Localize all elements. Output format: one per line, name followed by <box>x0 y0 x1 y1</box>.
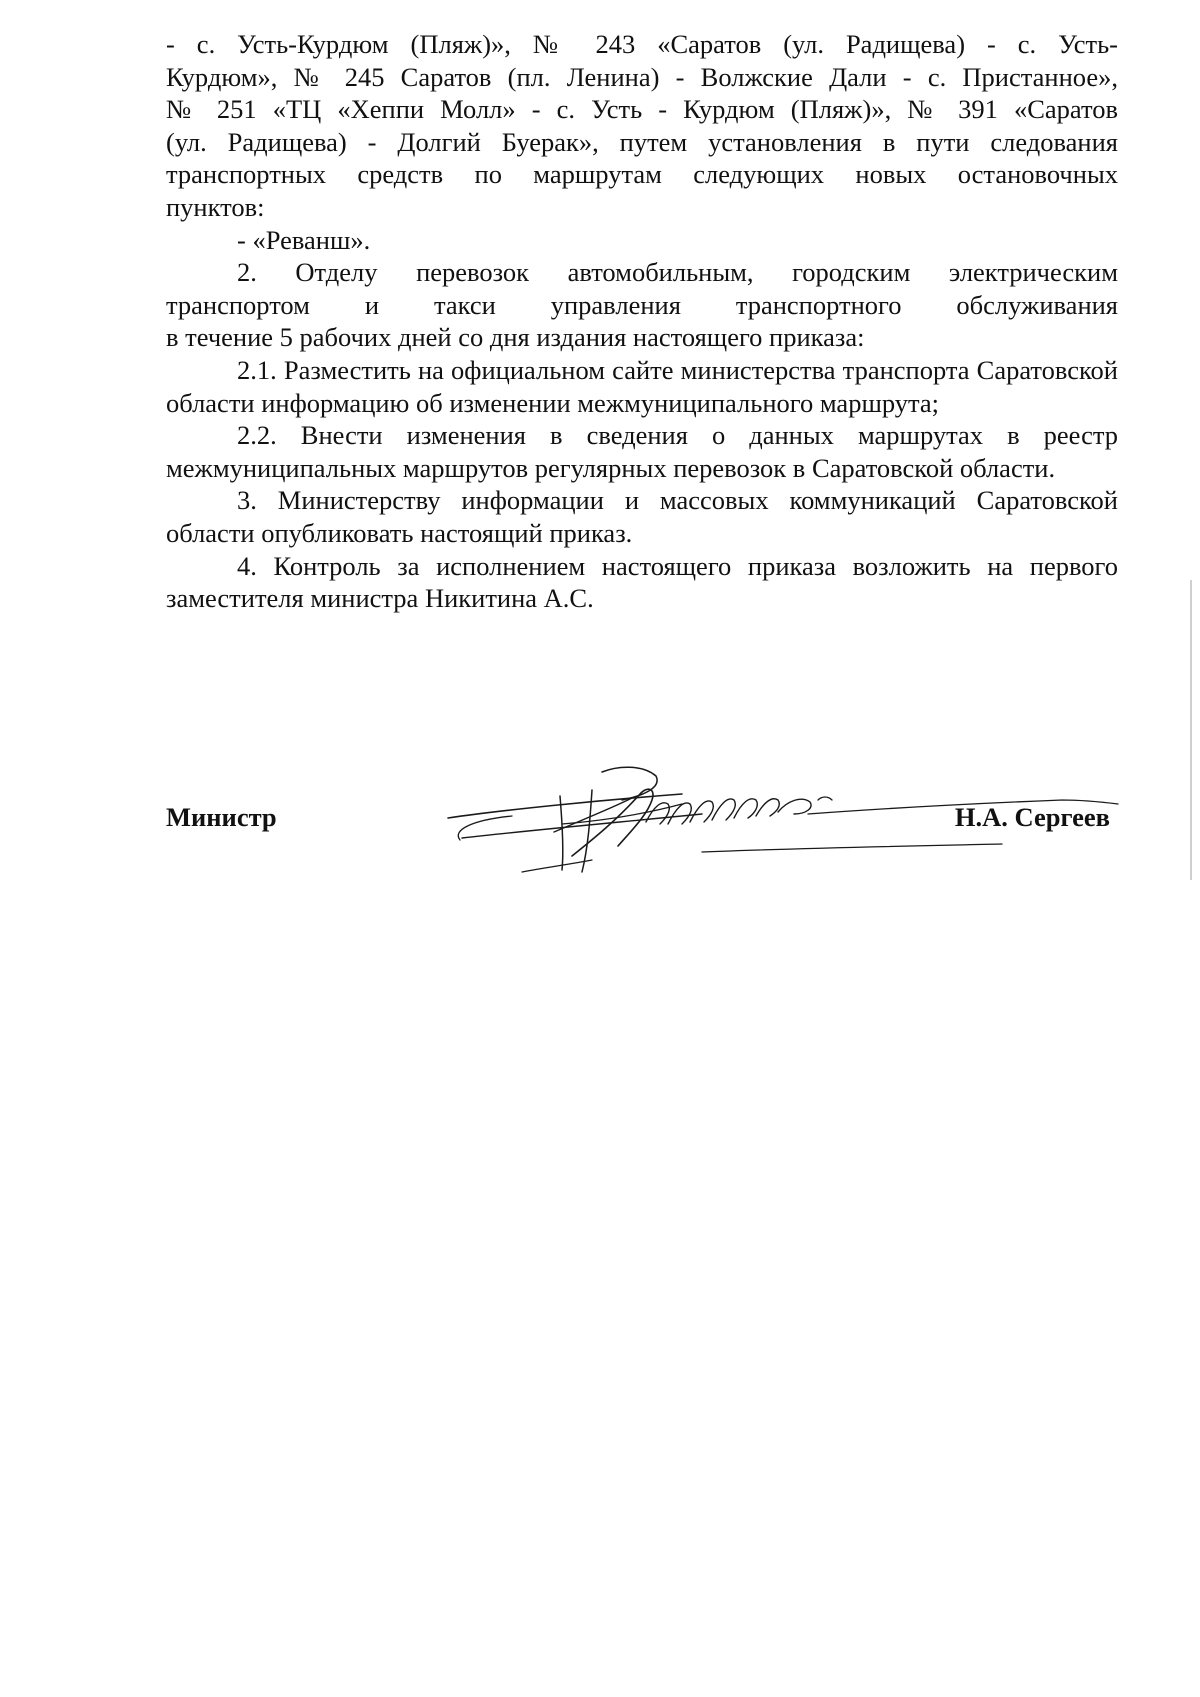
document-body <box>166 28 1118 615</box>
paragraph-item-2-line-3: в течение 5 рабочих дней со дня издания настоящего приказа: <box>166 322 865 353</box>
signatory-name: Н.А. Сергеев <box>954 802 1110 832</box>
paragraph-routes-line-4: (ул. Радищева) - Долгий Буерак», путем установления в пути следования <box>166 126 1118 157</box>
paragraph-item-2-2: 2.2. Внести изменения в сведения о данных маршрутах в реестр межмуниципальных маршрутов регулярных перевозок в Саратовской области. <box>166 420 1118 483</box>
scan-edge-mark <box>1190 580 1192 880</box>
paragraph-item-2-1: 2.1. Разместить на официальном сайте министерства транспорта Саратовской области информацию об изменении межмуниципального маршрута; <box>166 354 1118 418</box>
paragraph-item-2-line-2: транспортом и такси управления транспортного обслуживания <box>166 289 1118 320</box>
paragraph-item-2-line-1: 2. Отделу перевозок автомобильным, городским электрическим <box>237 257 1118 288</box>
signature-block <box>166 780 1118 900</box>
paragraph-routes-line-3: № 251 «ТЦ «Хеппи Молл» - с. Усть - Курдюм (Пляж)», № 391 «Саратов <box>166 94 1118 125</box>
paragraph-item-4: 4. Контроль за исполнением настоящего приказа возложить на первого заместителя министра Никитина А.С. <box>166 550 1118 614</box>
paragraph-routes-line-1: - с. Усть-Курдюм (Пляж)», № 243 «Саратов (ул. Радищева) - с. Усть- <box>166 29 1118 59</box>
paragraph-routes-line-2: Курдюм», № 245 Саратов (пл. Ленина) - Волжские Дали - с. Пристанное», <box>166 61 1118 92</box>
paragraph-routes-line-6: пунктов: <box>166 191 265 222</box>
paragraph-stop-item: - «Реванш». <box>237 224 371 255</box>
paragraph-item-3: 3. Министерству информации и массовых коммуникаций Саратовской области опубликовать настоящий приказ. <box>166 485 1118 548</box>
paragraph-routes-line-5: транспортных средств по маршрутам следующих новых остановочных <box>166 159 1118 190</box>
signatory-title: Министр <box>166 802 277 832</box>
